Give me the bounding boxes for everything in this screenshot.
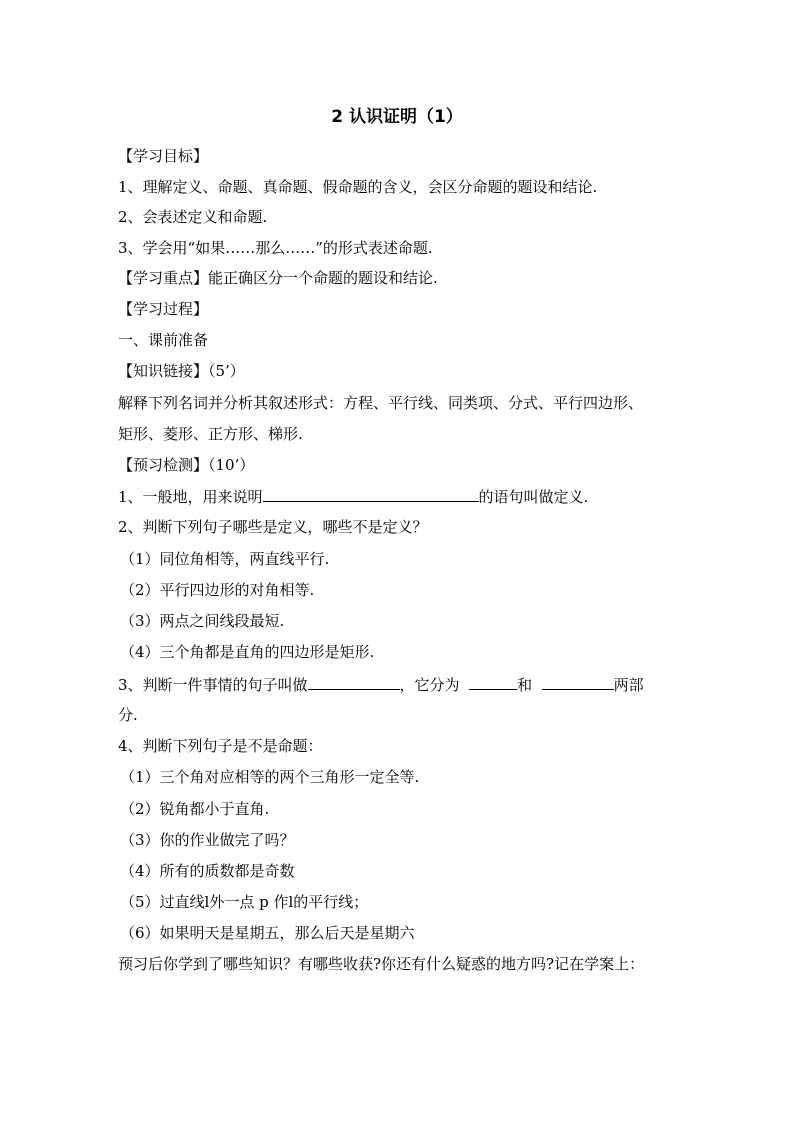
q3-text-d: 两部 (613, 676, 644, 694)
q1-text-a: 1、一般地，用来说明 (118, 488, 263, 506)
q4-item-4: （4）所有的质数都是奇数 (120, 862, 295, 880)
question-2: 2、判断下列句子哪些是定义，哪些不是定义？ (118, 518, 428, 536)
goal-3: 3、学会用“如果……那么……”的形式表述命题. (118, 239, 433, 257)
q3-blank-2[interactable] (469, 674, 517, 690)
q3-blank-1[interactable] (308, 674, 400, 690)
link-text-1: 解释下列名词并分析其叙述形式：方程、平行线、同类项、分式、平行四边形、 (118, 394, 644, 412)
prep-heading: 一、课前准备 (118, 331, 209, 349)
q4-item-1: （1）三个角对应相等的两个三角形一定全等. (120, 768, 420, 786)
goals-header: 【学习目标】 (118, 147, 209, 165)
q3-continuation: 分. (118, 706, 138, 724)
goal-1: 1、理解定义、命题、真命题、假命题的含义，会区分命题的题设和结论. (118, 178, 598, 196)
page-title: 2 认识证明（1） (331, 107, 463, 127)
question-1 (118, 486, 688, 507)
q2-item-4: （4）三个角都是直角的四边形是矩形. (120, 643, 375, 661)
goal-2: 2、会表述定义和命题. (118, 208, 268, 226)
q2-item-1: （1）同位角相等，两直线平行. (120, 550, 330, 568)
question-4: 4、判断下列句子是不是命题： (118, 737, 323, 755)
q3-text-a: 3、判断一件事情的句子叫做 (118, 676, 308, 694)
process-header: 【学习过程】 (118, 300, 209, 318)
check-header: 【预习检测】（10’） (118, 456, 255, 474)
q4-item-3: （3）你的作业做完了吗？ (120, 831, 295, 849)
question-3 (118, 674, 688, 695)
q1-text-b: 的语句叫做定义. (478, 488, 589, 506)
reflection-prompt: 预习后你学到了哪些知识？有哪些收获?你还有什么疑惑的地方吗?记在学案上： (118, 955, 645, 973)
key-point: 【学习重点】能正确区分一个命题的题设和结论. (118, 269, 438, 287)
q2-item-2: （2）平行四边形的对角相等. (120, 581, 315, 599)
q4-item-2: （2）锐角都小于直角. (120, 800, 270, 818)
q1-blank[interactable] (263, 486, 479, 502)
q3-text-c: 和 (517, 676, 533, 694)
link-header: 【知识链接】（5’） (118, 362, 245, 380)
q4-item-6: （6）如果明天是星期五，那么后天是星期六 (120, 924, 415, 942)
q4-item-5: （5）过直线l外一点 p 作l的平行线； (120, 893, 369, 911)
q3-blank-3[interactable] (542, 674, 614, 690)
q3-text-b: ，它分为 (399, 676, 460, 694)
q2-item-3: （3）两点之间线段最短. (120, 612, 285, 630)
link-text-2: 矩形、菱形、正方形、梯形. (118, 425, 303, 443)
